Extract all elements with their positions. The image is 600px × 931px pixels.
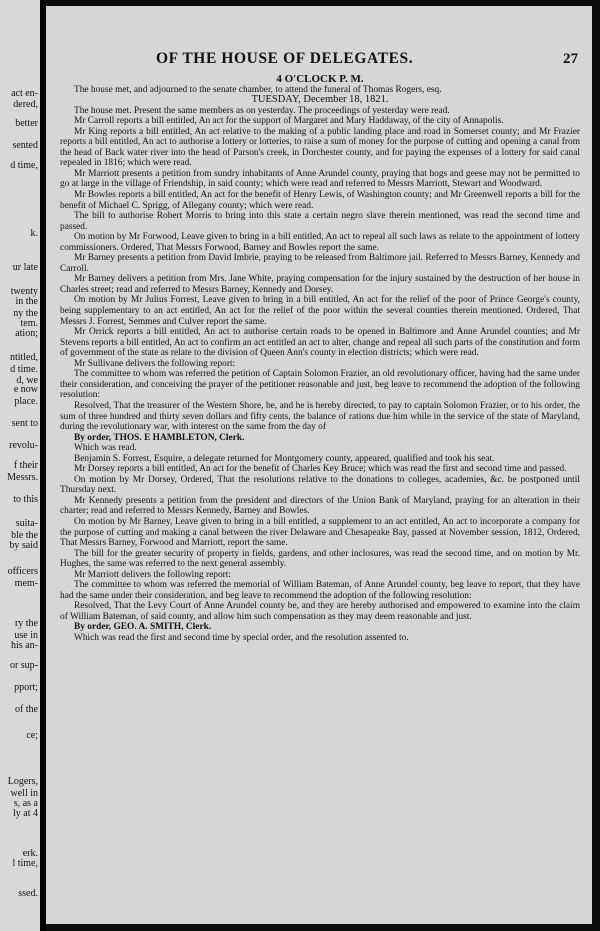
- document-page: [46, 6, 592, 924]
- gutter-fragment: tem.: [20, 318, 38, 329]
- session-heading: 4 O'CLOCK P. M.: [276, 73, 364, 85]
- facing-page-gutter: [0, 0, 40, 931]
- journal-paragraph: Mr Sullivane delivers the following report:: [74, 358, 236, 369]
- journal-paragraph: The committee to whom was referred the petition of Captain Solomon Frazier, an old revolutionary officer, having had the same under their consideration, and conceiving the prayer of the petitioner reasonable and just, beg leave to recommend the adoption of the following resolution:: [60, 369, 580, 401]
- gutter-fragment: Messrs.: [7, 472, 38, 483]
- gutter-fragment: sent to: [11, 418, 38, 429]
- gutter-fragment: e now: [13, 384, 38, 395]
- journal-paragraph: Which was read the first and second time by special order, and the resolution assented to.: [74, 632, 409, 643]
- journal-paragraph: Resolved, That the Levy Court of Anne Arundel county be, and they are hereby authorised and empowered to examine into the claim of William Bateman, of said county, and allow him such compensation as they may deem reasonable and just.: [60, 601, 580, 622]
- journal-paragraph: On motion by Mr Barney, Leave given to bring in a bill entitled, a supplement to an act entitled, An act to incorporate a company for the purpose of cutting and making a canal between the river Delaware and Chesapeake Bay, passed at November session, 1812, Ordered, That Messrs Barney, Forwood and Marriott, report the same.: [60, 516, 580, 549]
- journal-paragraph: On motion by Mr Forwood, Leave given to bring in a bill entitled, An act to repeal all such laws as relate to the appointment of lottery commissioners. Ordered, That Messrs Forwood, Barney and Bowles report the same.: [60, 232, 580, 253]
- gutter-fragment: sented: [12, 140, 38, 151]
- gutter-fragment: Logers,: [7, 776, 38, 787]
- gutter-fragment: act en-: [11, 88, 38, 99]
- gutter-fragment: s, as a: [13, 798, 38, 809]
- journal-paragraph: Mr Marriott delivers the following report:: [74, 569, 231, 580]
- journal-paragraph: The committee to whom was referred the memorial of William Bateman, of Anne Arundel county, beg leave to report, that they have had the same under their consideration, and beg leave to recommend the adoption of the following resolution:: [60, 580, 580, 601]
- gutter-fragment: place.: [14, 396, 38, 407]
- date-heading: TUESDAY, December 18, 1821.: [251, 94, 389, 106]
- gutter-fragment: his an-: [11, 640, 38, 651]
- journal-paragraph: Mr Orrick reports a bill entitled, An act to authorise certain roads to be opened in Baltimore and Anne Arundel counties; and Mr Stevens reports a bill entitled, An act to confirm an act entitled an act to alter, change and repeal all such parts of the constitution and form of government of the state as relate to the division of Queen Ann's county in election districts; which were read.: [60, 327, 580, 359]
- gutter-fragment: ntitled,: [9, 352, 38, 363]
- gutter-fragment: ce;: [26, 730, 38, 741]
- gutter-fragment: ble the: [11, 530, 38, 541]
- gutter-fragment: erk.: [22, 848, 38, 859]
- clerk-signature: By order, THOS. E HAMBLETON, Clerk.: [74, 432, 245, 443]
- gutter-fragment: ation;: [15, 328, 38, 339]
- journal-paragraph: On motion by Mr Julius Forrest, Leave given to bring in a bill entitled, An act for the relief of the poor of Prince George's county, being supplementary to an act entitled, An act for the relief of the poor within the several counties therein mentioned. Ordered, That Messrs J. Forrest, Semmes and Culver report the same.: [60, 295, 580, 327]
- journal-paragraph: Mr Kennedy presents a petition from the president and directors of the Union Bank of Maryland, praying for an alteration in their charter; read and referred to Messrs Kennedy, Barney and Bowles.: [60, 495, 580, 517]
- journal-paragraph: The house met. Present the same members as on yesterday. The proceedings of yesterday were read.: [74, 105, 450, 116]
- journal-paragraph: On motion by Mr Dorsey, Ordered, That the resolutions relative to the donations to colleges, academies, &c. be postponed until Thursday next.: [60, 474, 580, 496]
- gutter-fragment: by said: [9, 540, 38, 551]
- journal-paragraph: Mr Carroll reports a bill entitled, An act for the support of Margaret and Mary Haddaway, of the city of Annapolis.: [74, 116, 504, 127]
- journal-body: [60, 74, 580, 644]
- gutter-fragment: k.: [30, 228, 38, 239]
- journal-paragraph: Which was read.: [74, 443, 137, 454]
- gutter-fragment: l time,: [12, 858, 38, 869]
- gutter-fragment: better: [15, 118, 38, 129]
- gutter-fragment: ry the: [14, 618, 38, 629]
- gutter-fragment: in the: [15, 296, 38, 307]
- gutter-fragment: d time,: [10, 160, 38, 171]
- gutter-fragment: d, we: [16, 375, 38, 386]
- journal-paragraph: Mr Marriott presents a petition from sundry inhabitants of Anne Arundel county, praying that hogs and geese may not be permitted to go at large in the village of Friendship, in said county; which were read and referred to Messrs Marriott, Stewart and Woodward.: [60, 168, 580, 190]
- journal-paragraph: Benjamin S. Forrest, Esquire, a delegate returned for Montgomery county, appeared, qualified and took his seat.: [74, 453, 495, 464]
- gutter-fragment: ny the: [13, 308, 38, 319]
- gutter-fragment: mem-: [14, 578, 38, 589]
- journal-paragraph: Mr Barney presents a petition from David Imbrie, praying to be released from Baltimore jail. Referred to Messrs Barney, Kennedy and Carroll.: [60, 253, 580, 274]
- gutter-fragment: twenty: [10, 286, 38, 297]
- clerk-signature: By order, GEO. A. SMITH, Clerk.: [74, 622, 212, 633]
- gutter-fragment: or sup-: [9, 660, 38, 671]
- gutter-fragment: well in: [10, 788, 38, 799]
- gutter-fragment: officers: [7, 566, 38, 577]
- gutter-fragment: suita-: [15, 518, 38, 529]
- journal-paragraph: Mr Dorsey reports a bill entitled, An act for the benefit of Charles Key Bruce; which was read the first and second time and passed.: [74, 464, 567, 475]
- journal-paragraph: The bill for the greater security of property in fields, gardens, and other inclosures, was read the second time, and on motion by Mr. Hughes, the same was referred to the next general assembly.: [60, 548, 580, 570]
- gutter-fragment: dered,: [13, 99, 38, 110]
- journal-paragraph: Mr Bowles reports a bill entitled, An act for the benefit of Henry Lewis, of Washington county; and Mr Greenwell reports a bill for the benefit of Michael C. Sprigg, of Allegany county; which were read.: [60, 190, 580, 211]
- gutter-fragment: f their: [13, 460, 38, 471]
- gutter-fragment: to this: [13, 494, 38, 505]
- gutter-fragment: ssed.: [18, 888, 38, 899]
- gutter-fragment: ly at 4: [13, 808, 38, 819]
- gutter-fragment: revolu-: [9, 440, 38, 451]
- journal-paragraph: The house met, and adjourned to the senate chamber, to attend the funeral of Thomas Rogers, esq.: [74, 84, 442, 95]
- gutter-fragment: d time.: [10, 364, 38, 375]
- journal-paragraph: The bill to authorise Robert Morris to bring into this state a certain negro slave therein mentioned, was read the second time and passed.: [60, 211, 580, 232]
- journal-paragraph: Resolved, That the treasurer of the Western Shore, be, and he is hereby directed, to pay to captain Solomon Frazier, or to his order, the sum of three hundred and thirty seven dollars and fifty cents, the balance of rations due him while in the service of the state of Maryland, during the revolutionary war, with interest on the same from the day of: [60, 400, 580, 433]
- journal-paragraph: Mr King reports a bill entitled, An act relative to the making of a public landing place and road in Somerset county; and Mr Frazier reports a bill entitled, An act to authorise a lottery or lotteries, to raise a sum of money for the purpose of cutting and opening a canal from the head of Back water river into the head of Parson's creek, in Dorchester county, and for paying the expenses of a lottery for said canal repealed in 1816; which were read.: [60, 126, 580, 169]
- gutter-fragment: use in: [14, 630, 38, 641]
- gutter-fragment: pport;: [14, 682, 38, 693]
- journal-paragraph: Mr Barney delivers a petition from Mrs. Jane White, praying compensation for the injury sustained by the destruction of her house in Charles street; read and referred to Messrs Barney, Kennedy and Dorsey.: [60, 274, 580, 295]
- page-number: 27: [563, 51, 578, 67]
- gutter-fragment: ur late: [12, 262, 38, 273]
- page-title: OF THE HOUSE OF DELEGATES.: [156, 50, 414, 67]
- gutter-fragment: of the: [14, 704, 38, 715]
- running-head: [46, 50, 592, 70]
